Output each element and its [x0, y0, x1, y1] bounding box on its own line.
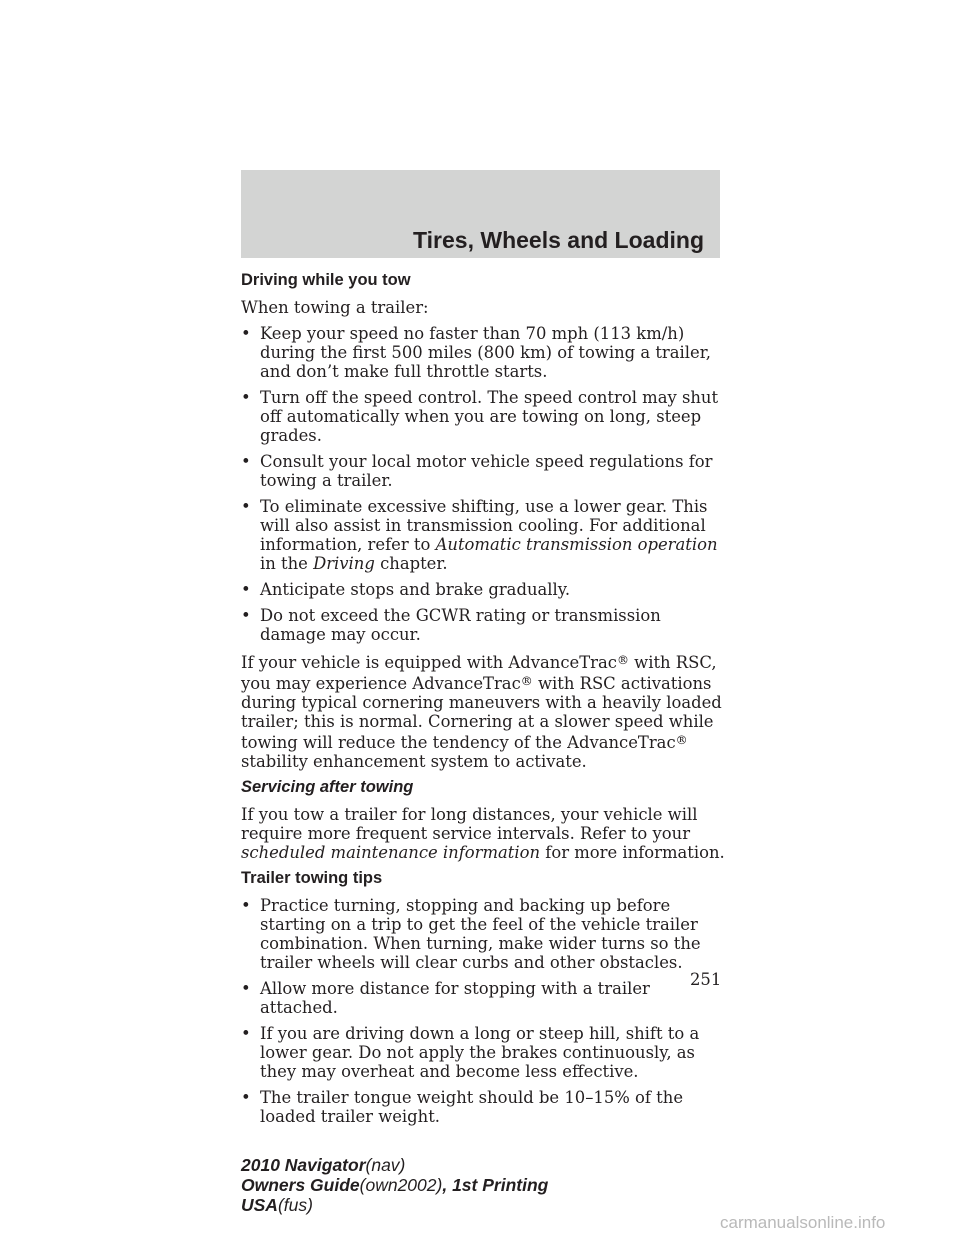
list-item: • Turn off the speed control. The speed control may shut off automatically when you are towing on long, steep grades.	[241, 388, 719, 445]
page-content	[241, 264, 731, 1126]
driving-heading: Driving while you tow	[241, 271, 411, 289]
bullet-icon: •	[241, 896, 251, 915]
bullet-icon: •	[241, 1024, 251, 1043]
bullet-icon: •	[241, 497, 251, 516]
driving-bullet-list	[241, 324, 731, 644]
list-item: • Keep your speed no faster than 70 mph (113 km/h) during the first 500 miles (800 km) of towing a trailer, and don’t make full throttle starts.	[241, 324, 711, 381]
bullet-icon: •	[241, 452, 251, 471]
list-item: • Allow more distance for stopping with a trailer attached.	[241, 979, 650, 1017]
servicing-heading: Servicing after towing	[241, 778, 414, 796]
page-number: 251	[690, 970, 722, 989]
bullet-icon: •	[241, 606, 251, 625]
list-item: • Anticipate stops and brake gradually.	[241, 580, 571, 599]
cross-reference-scheduled-maintenance: scheduled maintenance information	[241, 843, 541, 862]
bullet-icon: •	[241, 1088, 251, 1107]
bullet-icon: •	[241, 580, 251, 599]
registered-mark: ®	[675, 733, 688, 747]
section-header-band	[241, 170, 720, 258]
list-item: • Practice turning, stopping and backing up before starting on a trip to get the feel of the vehicle trailer combination. When turning, make wider turns so the trailer wheels will clear curbs and other obstacles.	[241, 896, 701, 972]
watermark: carmanualsonline.info	[720, 1213, 886, 1232]
bullet-icon: •	[241, 324, 251, 343]
list-item: • The trailer tongue weight should be 10–15% of the loaded trailer weight.	[241, 1088, 684, 1126]
advancetrac-paragraph: If your vehicle is equipped with AdvanceTrac® with RSC, you may experience AdvanceTrac® with RSC activations during typical cornering maneuvers with a heavily loaded trailer; this is normal. Cornering at a slower speed while towing will reduce the tendency of the AdvanceTrac® stability enhancement system to activate.	[241, 653, 722, 771]
registered-mark: ®	[616, 653, 629, 667]
tips-heading: Trailer towing tips	[241, 869, 383, 887]
servicing-paragraph: If you tow a trailer for long distances, your vehicle will require more frequent service intervals. Refer to your scheduled maintenance information for more information.	[241, 805, 725, 862]
tips-bullet-list	[241, 896, 731, 1126]
cross-reference-driving: Driving	[313, 554, 375, 573]
bullet-icon: •	[241, 979, 251, 998]
driving-intro: When towing a trailer:	[241, 298, 429, 317]
list-item: • Do not exceed the GCWR rating or transmission damage may occur.	[241, 606, 661, 644]
list-item: • If you are driving down a long or steep hill, shift to a lower gear. Do not apply the brakes continuously, as they may overheat and become less effective.	[241, 1024, 700, 1081]
list-item: • To eliminate excessive shifting, use a lower gear. This will also assist in transmission cooling. For additional information, refer to Automatic transmission operation in the Driving chapter.	[241, 497, 718, 573]
cross-reference-automatic-transmission: Automatic transmission operation	[435, 535, 718, 554]
section-title: Tires, Wheels and Loading	[413, 227, 704, 253]
bullet-icon: •	[241, 388, 251, 407]
print-footer: 2010 Navigator(nav) Owners Guide(own2002), 1st Printing USA(fus)	[241, 1155, 549, 1215]
list-item: • Consult your local motor vehicle speed regulations for towing a trailer.	[241, 452, 713, 490]
registered-mark: ®	[520, 674, 533, 688]
